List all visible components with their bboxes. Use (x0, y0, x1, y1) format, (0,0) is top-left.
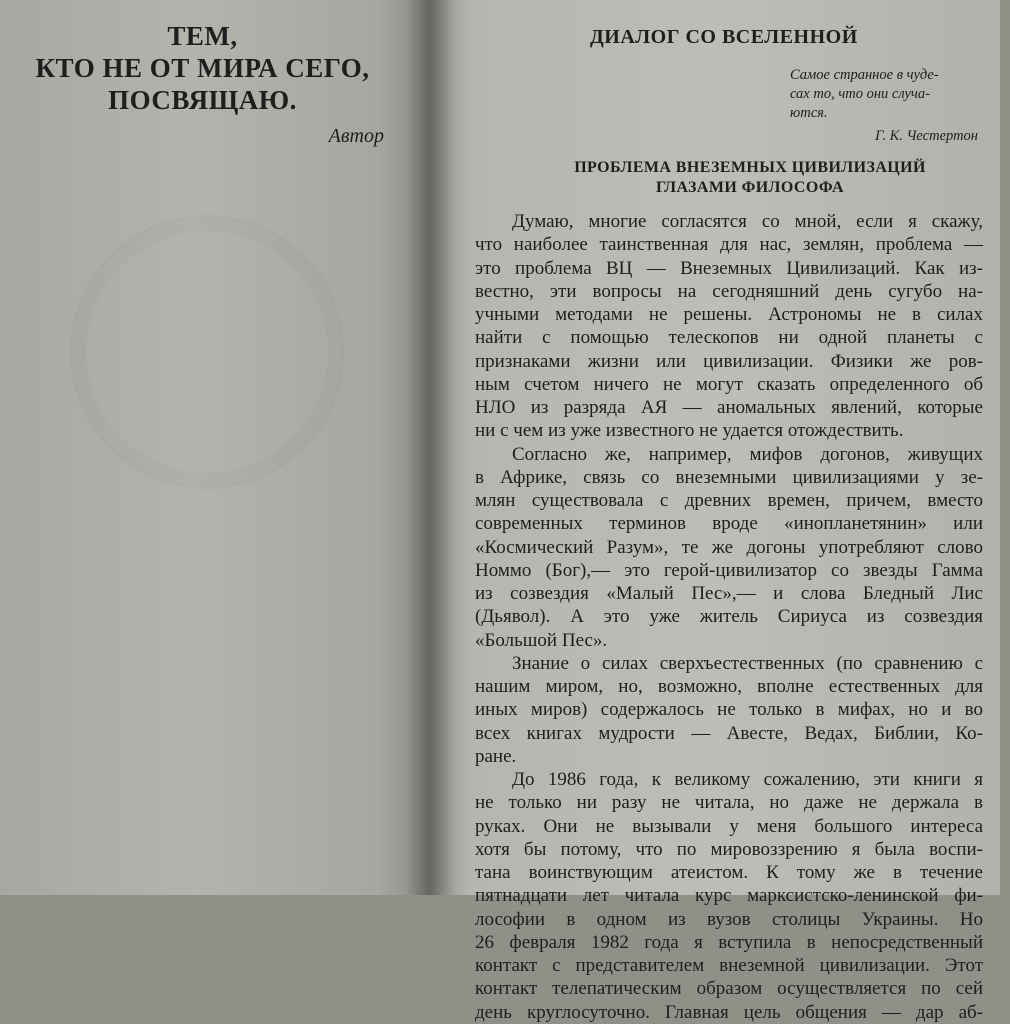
dedication-author: Автор (328, 125, 384, 147)
dedication (0, 20, 405, 116)
text-line: ни с чем из уже известного не удается отождествить. (475, 420, 904, 442)
text-line: учными методами не решены. Астрономы не в силах (475, 304, 983, 325)
body-text (475, 210, 983, 1024)
text-line: ране. (475, 745, 517, 767)
epigraph-line: ются. (790, 105, 828, 121)
text-line: тана воинствующим атеистом. К тому же в течение (475, 862, 983, 883)
text-line: всех книгах мудрости — Авесте, Ведах, Библии, Ко- (475, 722, 983, 744)
text-line: пятнадцати лет читала курс марксистско-ленинской фи- (475, 885, 983, 907)
text-line: лософии в одном из вузов столицы Украины. Но (475, 908, 983, 930)
text-line: «Космический Разум», те же догоны употребляют слово (475, 536, 983, 558)
text-line: день круглосуточно. Главная цель общения — дар аб- (475, 1001, 983, 1023)
dedication-line: ТЕМ, (167, 21, 238, 51)
text-line: найти с помощью телескопов ни одной планеты с (475, 327, 983, 349)
text-line: в Африке, связь со внеземными цивилизациями у зе- (475, 466, 983, 488)
epigraph (790, 66, 980, 123)
section-title-line: ГЛАЗАМИ ФИЛОСОФА (655, 179, 845, 196)
text-line: из созвездия «Малый Пес»,— и слова Бледный Лис (475, 583, 983, 604)
text-line: нашим миром, но, возможно, вполне естественных для (475, 676, 983, 697)
text-line: НЛО из разряда АЯ — аномальных явлений, которые (475, 397, 983, 418)
section-title-line: ПРОБЛЕМА ВНЕЗЕМНЫХ ЦИВИЛИЗАЦИЙ (574, 159, 926, 176)
epigraph-line: сах то, что они случа- (790, 86, 930, 102)
text-line: Думаю, многие согласятся со мной, если я скажу, (512, 211, 983, 232)
text-line: До 1986 года, к великому сожалению, эти книги я (512, 769, 983, 790)
text-line: «Большой Пес». (475, 629, 608, 651)
epigraph-author: Г. К. Честертон (875, 128, 978, 144)
section-title (490, 158, 1010, 198)
text-line: признаками жизни или цивилизации. Физики же ров- (475, 350, 983, 372)
show-through-seal (70, 215, 344, 489)
dedication-line: ПОСВЯЩАЮ. (108, 85, 297, 115)
text-line: контакт с представителем внеземной цивилизации. Этот (475, 955, 983, 976)
text-line: иных миров) содержалось не только в мифах, но и во (475, 699, 983, 721)
right-page (430, 0, 1000, 1023)
text-line: что наиболее таинственная для нас, землян, проблема — (475, 234, 983, 256)
text-line: млян существовала с древних времен, причем, вместо (475, 490, 983, 511)
text-line: 26 февраля 1982 года я вступила в непосредственный (475, 931, 983, 953)
text-line: не только ни разу не читала, но даже не держала в (475, 792, 983, 814)
dedication-line: КТО НЕ ОТ МИРА СЕГО, (35, 53, 370, 83)
text-line: руках. Они не вызывали у меня большого интереса (475, 815, 983, 837)
text-line: Знание о силах сверхъестественных (по сравнению с (512, 652, 983, 674)
chapter-title: ДИАЛОГ СО ВСЕЛЕННОЙ (590, 26, 858, 48)
left-page (0, 0, 430, 895)
text-line: вестно, эти вопросы на сегодняшний день сугубо на- (475, 280, 983, 302)
text-line: (Дьявол). А это уже житель Сириуса из созвездия (475, 606, 983, 628)
text-line: хотя бы потому, что по мировоззрению я была воспи- (475, 838, 983, 860)
text-line: Согласно же, например, мифов догонов, живущих (512, 443, 983, 465)
text-line: ным счетом ничего не могут сказать определенного об (475, 373, 983, 395)
text-line: Номмо (Бог),— это герой-цивилизатор со звезды Гамма (475, 559, 983, 581)
text-line: это проблема ВЦ — Внеземных Цивилизаций. Как из- (475, 257, 983, 279)
text-line: современных терминов вроде «инопланетянин» или (475, 513, 983, 535)
epigraph-line: Самое странное в чуде- (790, 67, 939, 83)
text-line: контакт телепатическим образом осуществляется по сей (475, 978, 983, 1000)
